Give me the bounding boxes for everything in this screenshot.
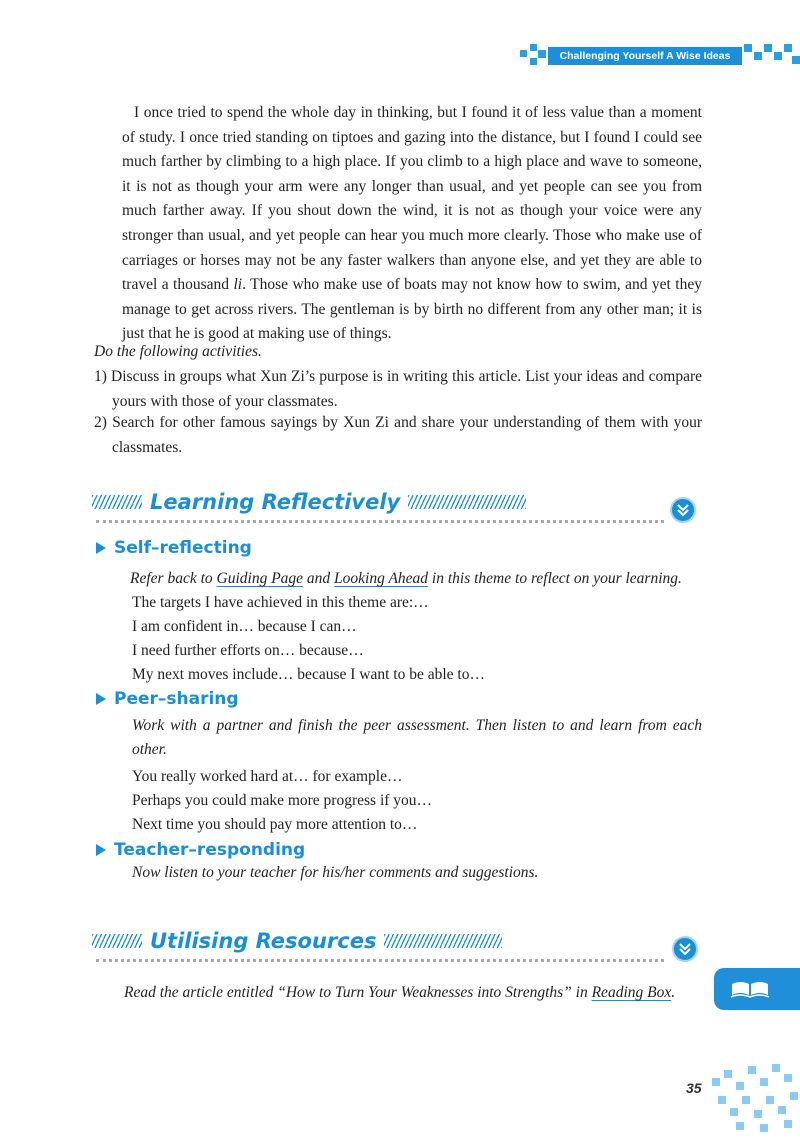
- peer-line: Next time you should pay more attention to…: [132, 816, 418, 833]
- resources-text: Read the article entitled “How to Turn Your Weaknesses into Strengths” in Reading Box.: [124, 984, 676, 1001]
- self-reflecting-instruction: Refer back to Guiding Page and Looking Ahead in this theme to reflect on your learning.: [130, 570, 682, 587]
- section-divider: [96, 520, 664, 526]
- section-divider: [96, 959, 664, 965]
- self-line: The targets I have achieved in this theme are:…: [132, 594, 429, 611]
- chevron-double-down-icon[interactable]: [672, 936, 698, 962]
- learning-reflectively-title: Learning Reflectively: [92, 490, 526, 514]
- teacher-instruction: Now listen to your teacher for his/her comments and suggestions.: [132, 864, 539, 881]
- triangle-right-icon: [96, 542, 106, 554]
- peer-line: You really worked hard at… for example…: [132, 768, 403, 785]
- hatch-decoration: [92, 934, 142, 948]
- hatch-decoration: [384, 934, 502, 948]
- activities-heading: Do the following activities.: [94, 343, 262, 360]
- hatch-decoration: [92, 495, 142, 509]
- passage-paragraph: I once tried to spend the whole day in thinking, but I found it of less value than a moment of study. I once tried standing on tiptoes and gazing into the distance, but I found I could see much farther by climbing to a high place. If you climb to a high place and wave to someone, it is not as though your arm were any longer than usual, and yet people can see you from much farther away. If you shout down the wind, it is not as though your voice were any stronger than usual, and yet people can hear you much more clearly. Those who make use of carriages or horses may not be any faster walkers than anyone else, and yet they are able to travel a thousand li. Those who make use of boats may not know how to swim, and yet they manage to get across rivers. The gentleman is by birth no different from any other man; it is just that he is good at making use of things.: [122, 104, 702, 343]
- reading-box-tab[interactable]: [714, 968, 800, 1010]
- self-line: I am confident in… because I can…: [132, 618, 357, 635]
- running-header: Challenging Yourself A Wise Ideas: [548, 47, 742, 65]
- chevron-double-down-icon[interactable]: [670, 497, 696, 523]
- teacher-responding-heading: Teacher–responding: [96, 840, 305, 860]
- self-reflecting-heading: Self–reflecting: [96, 538, 252, 558]
- reading-box-link[interactable]: Reading Box: [591, 984, 672, 1001]
- guiding-page-link[interactable]: Guiding Page: [216, 570, 304, 587]
- utilising-resources-title: Utilising Resources: [92, 929, 502, 953]
- activity-item-1: 1) Discuss in groups what Xun Zi’s purpose is in writing this article. List your ideas and compare yours with those of your classmates.: [94, 368, 702, 410]
- hatch-decoration: [408, 495, 526, 509]
- page-number: 35: [686, 1080, 702, 1096]
- self-line: I need further efforts on… because…: [132, 642, 364, 659]
- passage: [122, 101, 702, 347]
- self-line: My next moves include… because I want to be able to…: [132, 666, 485, 683]
- peer-sharing-instruction: Work with a partner and finish the peer assessment. Then listen to and learn from each other.: [132, 717, 702, 758]
- triangle-right-icon: [96, 844, 106, 856]
- open-book-icon: [730, 979, 770, 999]
- triangle-right-icon: [96, 693, 106, 705]
- activity-item-2: 2) Search for other famous sayings by Xun Zi and share your understanding of them with your classmates.: [94, 414, 702, 456]
- peer-sharing-heading: Peer–sharing: [96, 689, 239, 709]
- peer-line: Perhaps you could make more progress if you…: [132, 792, 433, 809]
- looking-ahead-link[interactable]: Looking Ahead: [334, 570, 429, 587]
